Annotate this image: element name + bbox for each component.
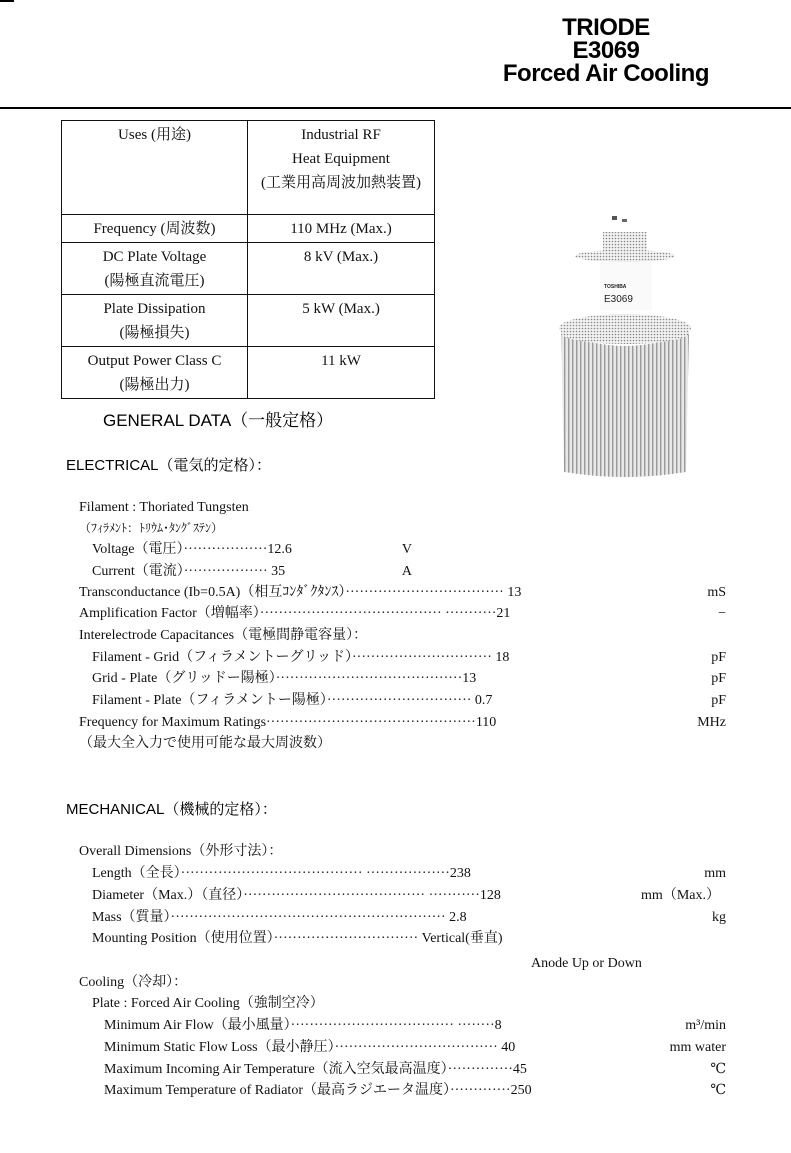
filament-jp-line: （ﾌｨﾗﾒﾝﾄ：ﾄﾘｳﾑ･ﾀﾝｸﾞｽﾃﾝ） bbox=[79, 521, 224, 535]
mounting-line: Mounting Position（使用位置）······························· Vertical(垂直) bbox=[92, 931, 503, 946]
header-rule bbox=[0, 107, 791, 109]
transconductance-line: Transconductance (Ib=0.5A)（相互ｺﾝﾀﾞｸﾀﾝｽ）·································· 13 bbox=[79, 585, 522, 600]
table-cell-value: 8 kV (Max.) bbox=[248, 243, 435, 295]
tube-model: E3069 bbox=[604, 294, 633, 305]
table-row bbox=[62, 121, 435, 215]
air-flow-unit: m³/min bbox=[685, 1018, 726, 1033]
current-unit: A bbox=[401, 564, 412, 579]
plate-cooling-line: Plate : Forced Air Cooling（強制空冷） bbox=[92, 996, 324, 1011]
tube-photo bbox=[548, 210, 698, 480]
capacitances-line: Interelectrode Capacitances（電極間静電容量）： bbox=[79, 628, 368, 643]
table-row bbox=[62, 347, 435, 399]
table-row bbox=[62, 295, 435, 347]
title-line-3: Forced Air Cooling bbox=[502, 60, 709, 87]
electrical-title: ELECTRICAL（電気的定格）： bbox=[66, 457, 272, 474]
static-loss-line: Minimum Static Flow Loss（最小静圧）··································· 40 bbox=[104, 1040, 516, 1055]
document-title bbox=[503, 16, 709, 85]
cooling-line: Cooling（冷却）： bbox=[79, 975, 188, 990]
tube-brand: TOSHIBA bbox=[604, 284, 627, 290]
length-line: Length（全長）······································· ··················238 bbox=[92, 866, 471, 881]
mass-line: Mass（質量）··························································· 2.8 bbox=[92, 910, 467, 925]
table-cell-label: DC Plate Voltage (陽極直流電圧) bbox=[62, 243, 248, 295]
spec-table bbox=[61, 120, 435, 399]
fil-grid-line: Filament - Grid（フィラメントーグリッド）······························ 18 bbox=[92, 650, 510, 665]
current-line: Current（電流）·················· 35 bbox=[92, 564, 286, 579]
amplification-unit: − bbox=[718, 606, 726, 621]
freq-max-jp-line: （最大全入力で使用可能な最大周波数） bbox=[79, 736, 331, 751]
fil-plate-line: Filament - Plate（フィラメントー陽極）······························· 0.7 bbox=[92, 693, 493, 708]
table-row bbox=[62, 243, 435, 295]
mechanical-title: MECHANICAL（機械的定格）： bbox=[66, 801, 277, 818]
voltage-unit: V bbox=[401, 542, 412, 557]
mass-unit: kg bbox=[712, 910, 726, 925]
title-line-1: TRIODE bbox=[562, 14, 650, 41]
freq-max-line: Frequency for Maximum Ratings·············································110 bbox=[79, 715, 497, 730]
table-cell-label: Frequency (周波数) bbox=[62, 215, 248, 243]
length-unit: mm bbox=[704, 866, 726, 881]
dimensions-line: Overall Dimensions（外形寸法）： bbox=[79, 844, 283, 859]
table-cell-value: 110 MHz (Max.) bbox=[248, 215, 435, 243]
voltage-line: Voltage（電圧）··················12.6 bbox=[92, 542, 292, 557]
table-cell-value: Industrial RF Heat Equipment (工業用高周波加熱装置) bbox=[248, 121, 435, 215]
diameter-unit: mm（Max.） bbox=[641, 888, 720, 903]
radiator-temp-unit: ℃ bbox=[710, 1083, 726, 1098]
general-data-title: GENERAL DATA（一般定格） bbox=[103, 411, 334, 430]
table-cell-value: 5 kW (Max.) bbox=[248, 295, 435, 347]
air-flow-line: Minimum Air Flow（最小風量）··································· ········8 bbox=[104, 1018, 502, 1033]
table-cell-label: Output Power Class C (陽極出力) bbox=[62, 347, 248, 399]
incoming-temp-unit: ℃ bbox=[710, 1062, 726, 1077]
radiator-temp-line: Maximum Temperature of Radiator（最高ラジエータ温度）·············250 bbox=[104, 1083, 532, 1098]
transconductance-unit: mS bbox=[707, 585, 726, 600]
table-cell-label: Uses (用途) bbox=[62, 121, 248, 215]
table-cell-value: 11 kW bbox=[248, 347, 435, 399]
fil-grid-unit: pF bbox=[711, 650, 726, 665]
title-line-2: E3069 bbox=[572, 37, 640, 64]
static-loss-unit: mm water bbox=[669, 1040, 726, 1055]
freq-max-unit: MHz bbox=[697, 715, 726, 730]
filament-line: Filament : Thoriated Tungsten bbox=[79, 500, 249, 515]
diameter-line: Diameter（Max.）（直径）······································· ···········128 bbox=[92, 888, 501, 903]
grid-plate-line: Grid - Plate（グリッドー陽極）········································13 bbox=[92, 671, 477, 686]
table-cell-label: Plate Dissipation (陽極損失) bbox=[62, 295, 248, 347]
incoming-temp-line: Maximum Incoming Air Temperature（流入空気最高温度）··············45 bbox=[104, 1062, 527, 1077]
corner-mark bbox=[0, 0, 14, 2]
amplification-line: Amplification Factor（増幅率）······································· ···········21 bbox=[79, 606, 511, 621]
fil-plate-unit: pF bbox=[711, 693, 726, 708]
table-row bbox=[62, 215, 435, 243]
grid-plate-unit: pF bbox=[711, 671, 726, 686]
mounting-line-2: Anode Up or Down bbox=[531, 956, 642, 971]
